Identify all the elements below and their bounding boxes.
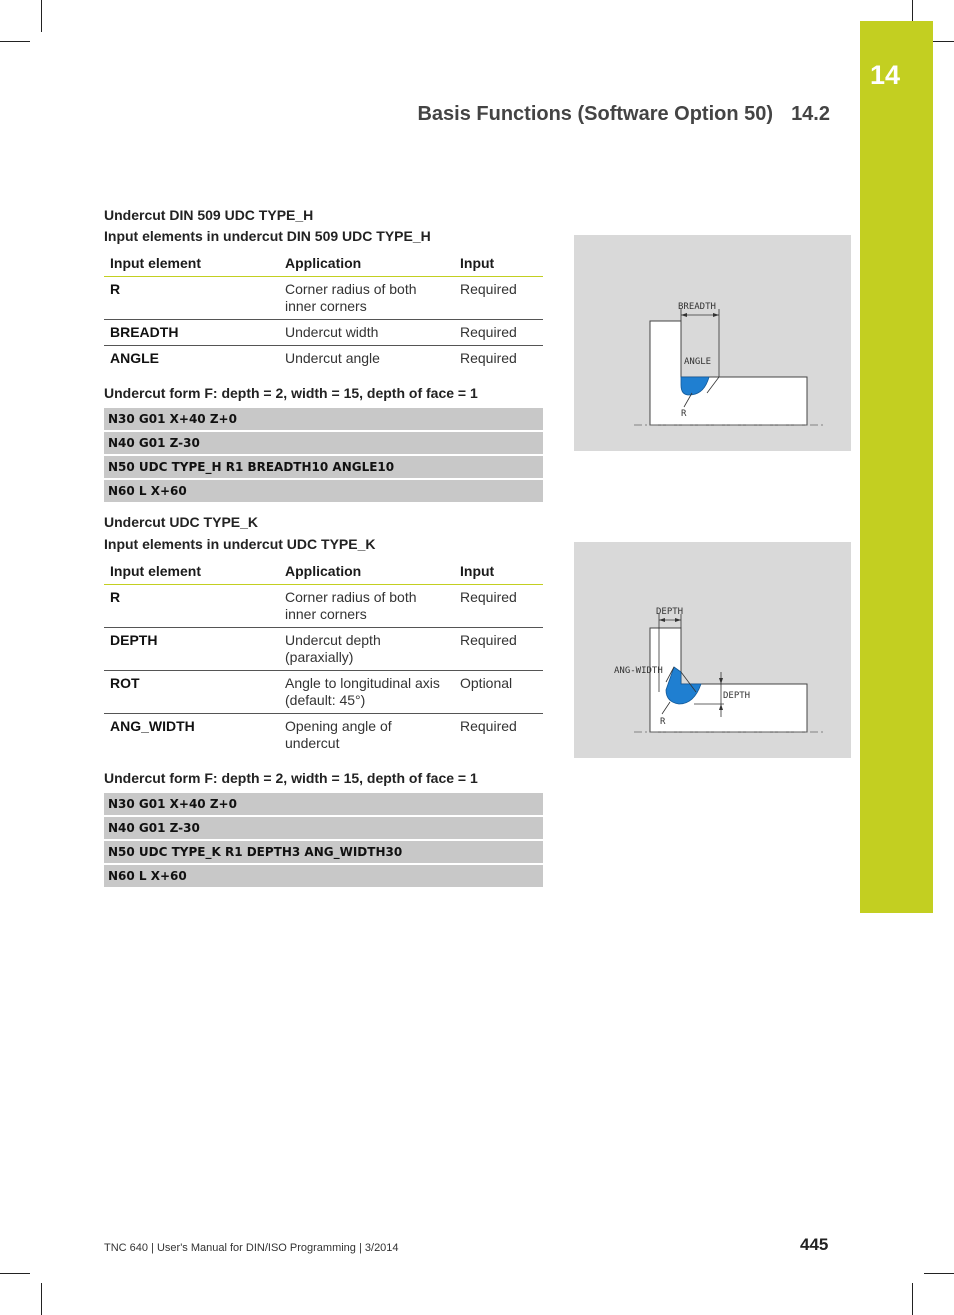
- udc-k-heading: Undercut UDC TYPE_K: [104, 514, 259, 530]
- code-line: N60 L X+60: [104, 480, 543, 502]
- arrow-head: [659, 618, 665, 622]
- table-row: [104, 320, 543, 346]
- udc-k-figure: [574, 542, 851, 758]
- table-row: [104, 714, 543, 757]
- col-header: Input element: [104, 251, 279, 277]
- table-header-row: [104, 251, 543, 277]
- arrow-head: [675, 618, 681, 622]
- code-line: N30 G01 X+40 Z+0: [104, 793, 543, 815]
- cell-element: BREADTH: [104, 320, 279, 346]
- cell-application: Opening angle of undercut: [285, 718, 392, 751]
- cell-input: Required: [454, 628, 543, 671]
- udc-h-code-block: [104, 408, 543, 504]
- label-ang-width: ANG-WIDTH: [614, 666, 663, 676]
- label-depth-right: DEPTH: [723, 691, 751, 701]
- label-r: R: [660, 717, 666, 727]
- udc-k-code-block: [104, 793, 543, 889]
- cell-application: Undercut depth (paraxially): [279, 628, 454, 671]
- cell-application: Corner radius of both inner corners: [279, 277, 454, 320]
- col-header: Input: [454, 251, 543, 277]
- cell-element: R: [104, 277, 279, 320]
- label-breadth: BREADTH: [678, 302, 716, 312]
- label-angle: ANGLE: [684, 357, 712, 367]
- table-row: [104, 671, 543, 714]
- crop-mark: [924, 1273, 954, 1274]
- code-line: N50 UDC TYPE_K R1 DEPTH3 ANG_WIDTH30: [104, 841, 543, 863]
- col-header: Input element: [104, 559, 279, 585]
- udc-k-table: [104, 559, 543, 756]
- cell-element: ANGLE: [110, 350, 159, 366]
- table-row: [104, 585, 543, 628]
- arrow-head: [681, 313, 687, 317]
- code-line: N50 UDC TYPE_H R1 BREADTH10 ANGLE10: [104, 456, 543, 478]
- cell-input: Optional: [454, 671, 543, 714]
- crop-mark: [0, 1273, 30, 1274]
- table-row: [104, 346, 543, 372]
- arrow-head: [719, 678, 723, 684]
- cell-application: Undercut angle: [285, 350, 380, 366]
- col-header: Application: [279, 251, 454, 277]
- crop-mark: [41, 0, 42, 32]
- cell-application: Undercut width: [279, 320, 454, 346]
- cell-element: ROT: [104, 671, 279, 714]
- cell-input: Required: [454, 585, 543, 628]
- workpiece-outline: [650, 321, 807, 425]
- chapter-number: 14: [870, 60, 901, 90]
- cell-element: ANG_WIDTH: [110, 718, 195, 734]
- col-header: Application: [279, 559, 454, 585]
- code-line: N40 G01 Z-30: [104, 432, 543, 454]
- table-header-row: [104, 559, 543, 585]
- udc-h-table-title: Input elements in undercut DIN 509 UDC TYPE_H: [104, 228, 431, 244]
- cell-input: Required: [460, 718, 517, 734]
- udc-h-table: [104, 251, 543, 371]
- udc-k-example-title: Undercut form F: depth = 2, width = 15, depth of face = 1: [104, 770, 478, 786]
- crop-mark: [912, 1283, 913, 1315]
- cell-input: Required: [454, 277, 543, 320]
- udc-h-figure: [574, 235, 851, 451]
- udc-h-heading: Undercut DIN 509 UDC TYPE_H: [104, 207, 314, 223]
- chapter-tab: [860, 21, 933, 913]
- udc-h-drawing: [574, 235, 851, 451]
- cell-element: DEPTH: [104, 628, 279, 671]
- crop-mark: [0, 41, 30, 42]
- col-header: Input: [454, 559, 543, 585]
- cell-application: Corner radius of both inner corners: [279, 585, 454, 628]
- header-title: Basis Functions (Software Option 50): [417, 103, 774, 125]
- udc-k-drawing: [574, 542, 851, 758]
- udc-k-table-title: Input elements in undercut UDC TYPE_K: [104, 536, 376, 552]
- cell-element: R: [104, 585, 279, 628]
- page-number: 445: [800, 1235, 829, 1254]
- table-row: [104, 277, 543, 320]
- page-header: [417, 103, 830, 126]
- arrow-head: [713, 313, 719, 317]
- code-line: N30 G01 X+40 Z+0: [104, 408, 543, 430]
- header-section: 14.2: [791, 103, 830, 125]
- code-line: N60 L X+60: [104, 865, 543, 887]
- footer-text: TNC 640 | User's Manual for DIN/ISO Programming | 3/2014: [104, 1242, 399, 1254]
- udc-h-example-title: Undercut form F: depth = 2, width = 15, depth of face = 1: [104, 385, 478, 401]
- code-line: N40 G01 Z-30: [104, 817, 543, 839]
- cell-input: Required: [454, 320, 543, 346]
- label-depth-top: DEPTH: [656, 607, 684, 617]
- cell-input: Required: [460, 350, 517, 366]
- cell-application: Angle to longitudinal axis (default: 45°): [279, 671, 454, 714]
- crop-mark: [41, 1283, 42, 1315]
- label-r: R: [681, 409, 687, 419]
- table-row: [104, 628, 543, 671]
